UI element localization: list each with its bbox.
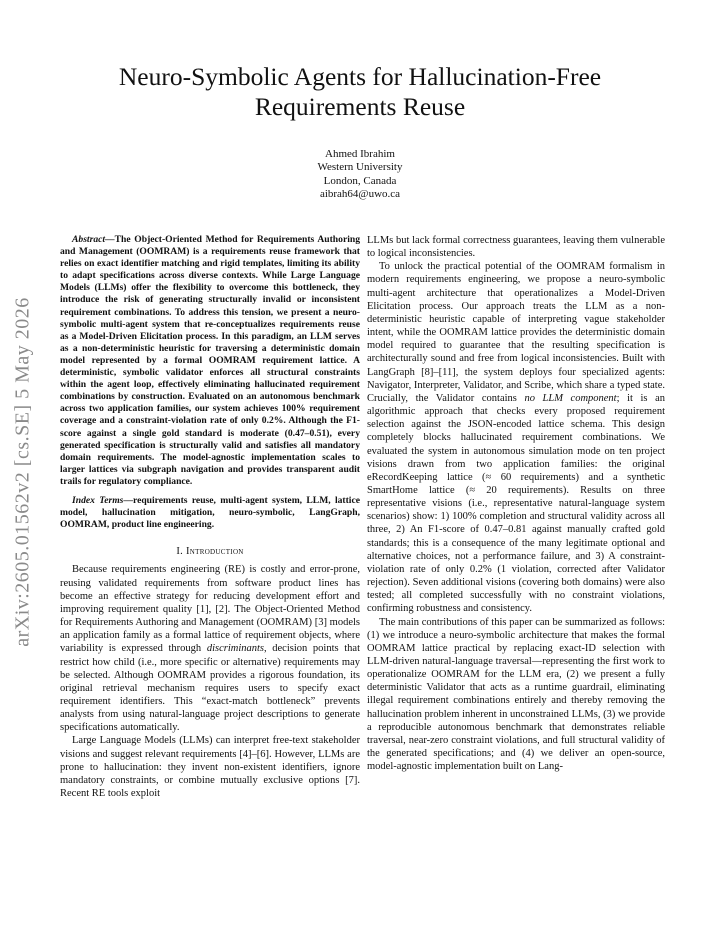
intro-paragraph-4: The main contributions of this paper can be summarized as follows: (1) we introduce a neuro-symbolic architecture that makes the formal OOMRAM lattice practical by replacing exact-ID selection with LLM-driven natural-language traversal—representing the first work to operationalize OOMRAM for the LLM era, (2) we present a fully deterministic Validator that acts as a runtime guardrail, eliminating illegal requirement combinations entirely and thereby removing the hallucination problem inherent in unconstrained LLMs, (3) we provide a reproducible autonomous benchmark that demonstrates reliable traversal, near-zero constraint violations, and full structural validity of the generated specifications; and (4) we deliver an open-source, model-agnostic implementation built on Lang-: [367, 616, 665, 773]
abstract-text: The Object-Oriented Method for Requirements Authoring and Management (OOMRAM) is a requirements reuse framework that relies on exact identifier matching and rigid templates, limiting its ability to adapt specifications across diverse contexts. While Large Language Models (LLMs) offer the flexibility to overcome this bottleneck, they introduce the risk of generating structurally invalid or inconsistent requirement combinations. To address this tension, we present a neuro-symbolic multi-agent system that re-conceptualizes requirements reuse as a Model-Driven Elicitation process. In this paradigm, an LLM serves as a non-deterministic heuristic for traversing a deterministic domain model represented by a formal OOMRAM requirement lattice. A deterministic, symbolic validator enforces all structural constraints within the agent loop, effectively eliminating hallucinated requirement combinations by construction. Evaluated on an autonomous benchmark across two application families, our system achieves 100% requirement coverage and a constraint-violation rate of only 0.2%. Although the F1-score against a single gold standard is moderate (0.47–0.51), every generated specification is structurally valid and satisfies all mandatory domain requirements. The model-agnostic implementation scales to larger lattices via subgraph navigation and provides transparent audit trails for regulatory compliance.: [60, 234, 360, 487]
abstract: [60, 234, 360, 488]
index-terms: [60, 495, 360, 531]
author-location: London, Canada: [323, 174, 397, 187]
section-heading-introduction: I. Introduction: [176, 546, 244, 558]
author-affiliation: Western University: [317, 161, 403, 174]
index-terms-label: Index Terms: [72, 494, 124, 506]
intro-paragraph-3: To unlock the practical potential of the OOMRAM formalism in modern requirements engineering, we propose a neuro-symbolic multi-agent architecture that operationalizes a Model-Driven Elicitation process. Our approach treats the LLM as a non-deterministic heuristic capable of interpreting vague stakeholder intent, while the OOMRAM lattice provides the deterministic domain model required to guarantee that the resulting specification is architecturally sound and free from logical inconsistencies. Built with LangGraph [8]–[11], the system deploys four specialized agents: Navigator, Interpreter, Validator, and Scribe, which share a typed state. Crucially, the Validator contains no LLM component; it is an algorithmic approach that checks every proposed requirement selection against the JSON-encoded lattice schema. This design completely blocks hallucinated requirement combinations. We evaluated the system in autonomous simulation mode on ten project visions drawn from two application families: the original eRecordKeeping lattice (≈ 60 requirements) and a synthetic SmartHome lattice (≈ 20 requirements). Results on three representative visions (i.e., representative natural-language system scenarios) show: 1) 100% completion and structural validity across all three, 2) An F1-score of 0.47–0.81 against manually crafted gold standards; this is a consequence of the many legitimate optional and alternative choices, not a performance failure, and 3) A constraint-violation rate of only 0.2% (1 violation, corrected after Validator rejection). Seven additional visions (covering both domains) were also tested; all completed successfully with no constraint violations, confirming robustness and consistency.: [367, 261, 666, 615]
arxiv-stamp: arXiv:2605.01562v2 [cs.SE] 5 May 2026: [11, 297, 34, 647]
author-email: aibrah64@uwo.ca: [319, 188, 401, 201]
index-terms-text: —requirements reuse, multi-agent system, LLM, lattice model, hallucination mitigation, neuro-symbolic, LangGraph, OOMRAM, product line engineering.: [60, 494, 360, 531]
left-column: [60, 234, 360, 800]
author-block: [60, 148, 660, 202]
right-column: [367, 234, 665, 773]
paper-title: Neuro-Symbolic Agents for Hallucination-Free Requirements Reuse: [118, 62, 602, 121]
intro-paragraph-2-cont: LLMs but lack formal correctness guarantees, leaving them vulnerable to logical inconsistencies.: [367, 235, 665, 260]
intro-paragraph-1: Because requirements engineering (RE) is costly and error-prone, reusing validated requirements from software product lines has become an effective strategy for reducing development effort and improving requirement quality [1], [2]. The Object-Oriented Method for Requirements Authoring and Management (OOMRAM) [3] models an application family as a formal lattice of requirement objects, where variability is expressed through discriminants, decision points that restrict how child (i.e., more specific or alternative) requirements may be selected. Although OOMRAM provides a rigorous foundation, its original retrieval mechanism requires users to specify exact requirement identifiers. This “exact-match bottleneck” prevents analysts from using natural-language project descriptions to generate specifications automatically.: [60, 564, 360, 734]
abstract-label: Abstract—: [72, 234, 115, 245]
author-name: Ahmed Ibrahim: [325, 148, 395, 160]
intro-paragraph-2: Large Language Models (LLMs) can interpret free-text stakeholder visions and suggest relevant requirements [4]–[6]. However, LLMs are prone to hallucination: they invent non-existent identifiers, ignore mandatory constraints, or combine mutually exclusive options [7]. Recent RE tools exploit: [60, 735, 360, 800]
